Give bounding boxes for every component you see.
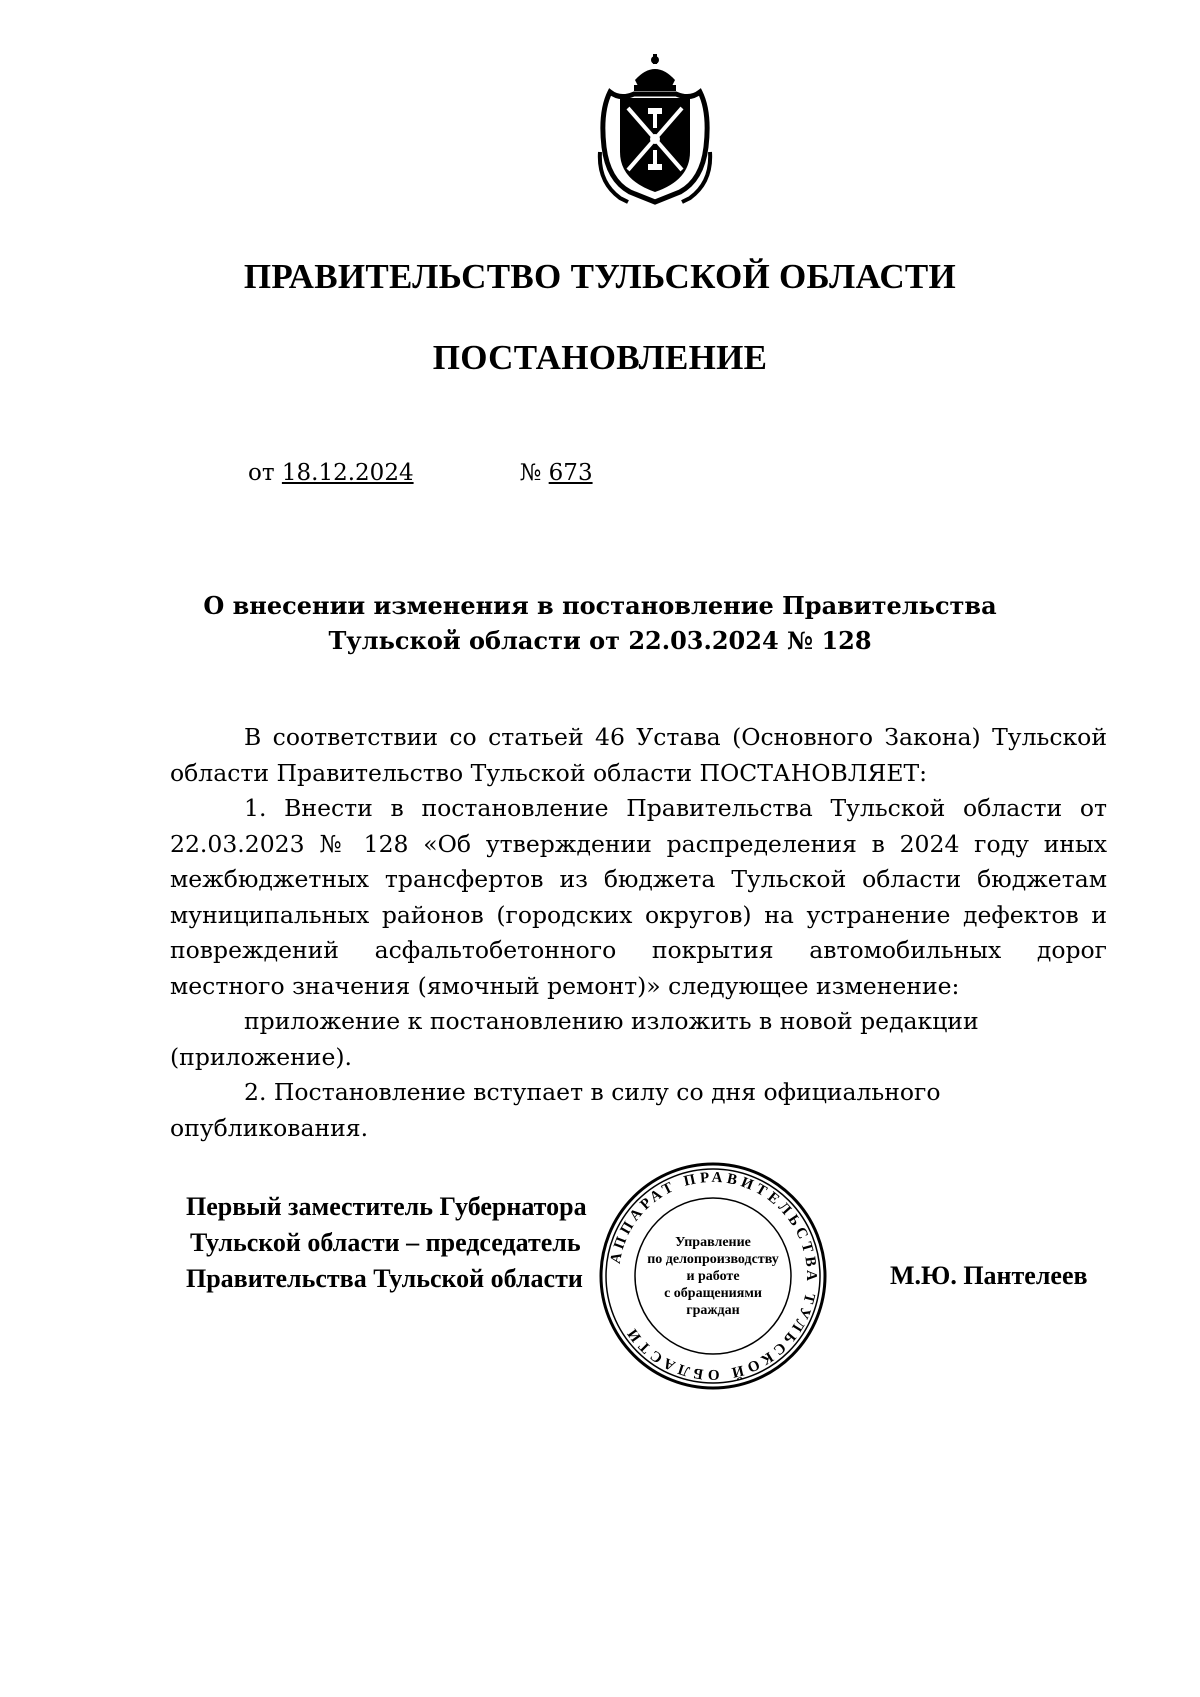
document-subject bbox=[0, 588, 1200, 658]
tula-coat-of-arms-icon bbox=[590, 52, 720, 207]
subject-line-2: Тульской области от 22.03.2024 № 128 bbox=[328, 626, 872, 655]
document-body bbox=[170, 720, 1107, 1146]
subject-line-1: О внесении изменения в постановление Правительства bbox=[203, 591, 997, 620]
stamp-center-text bbox=[597, 1160, 829, 1392]
stamp-line-3: и работе bbox=[686, 1268, 740, 1284]
stamp-line-5: граждан bbox=[686, 1302, 740, 1318]
date-number-line bbox=[248, 460, 593, 486]
official-stamp bbox=[597, 1160, 829, 1392]
signer-position-line-3: Правительства Тульской области bbox=[186, 1264, 583, 1293]
stamp-line-2: по делопроизводству bbox=[647, 1251, 779, 1267]
signer-position-line-1: Первый заместитель Губернатора bbox=[186, 1192, 587, 1221]
document-date: 18.12.2024 bbox=[281, 460, 414, 486]
body-paragraph-item-1: 1. Внести в постановление Правительства Тульской области от 22.03.2023 № 128 «Об утверждении распределения в 2024 году иных межбюджетных трансфертов из бюджета Тульской области бюджетам муниципальных районов (городских округов) на устранение дефектов и повреждений асфальтобетонного покрытия автомобильных дорог местного значения (ямочный ремонт)» следующее изменение: bbox=[170, 794, 1107, 1000]
signer-position-line-2: Тульской области – председатель bbox=[190, 1228, 581, 1257]
number-label: № bbox=[519, 460, 542, 486]
body-paragraph-preamble: В соответствии со статьей 46 Устава (Основного Закона) Тульской области Правительство Тульской области ПОСТАНОВЛЯЕТ: bbox=[170, 723, 1107, 787]
date-label: от bbox=[248, 460, 275, 486]
stamp-line-4: с обращениями bbox=[664, 1285, 762, 1301]
stamp-line-1: Управление bbox=[675, 1234, 751, 1250]
signer-name: М.Ю. Пантелеев bbox=[890, 1261, 1088, 1290]
document-type-title: ПОСТАНОВЛЕНИЕ bbox=[432, 338, 768, 377]
document-number: 673 bbox=[548, 460, 593, 486]
body-paragraph-appendix: приложение к постановлению изложить в новой редакции (приложение). bbox=[170, 1007, 979, 1071]
signer-position bbox=[186, 1189, 587, 1297]
stamp-ring-text: АППАРАТ ПРАВИТЕЛЬСТВА ТУЛЬСКОЙ ОБЛАСТИ bbox=[607, 1169, 820, 1383]
body-paragraph-item-2: 2. Постановление вступает в силу со дня официального опубликования. bbox=[170, 1078, 941, 1142]
government-title: ПРАВИТЕЛЬСТВО ТУЛЬСКОЙ ОБЛАСТИ bbox=[243, 257, 957, 296]
